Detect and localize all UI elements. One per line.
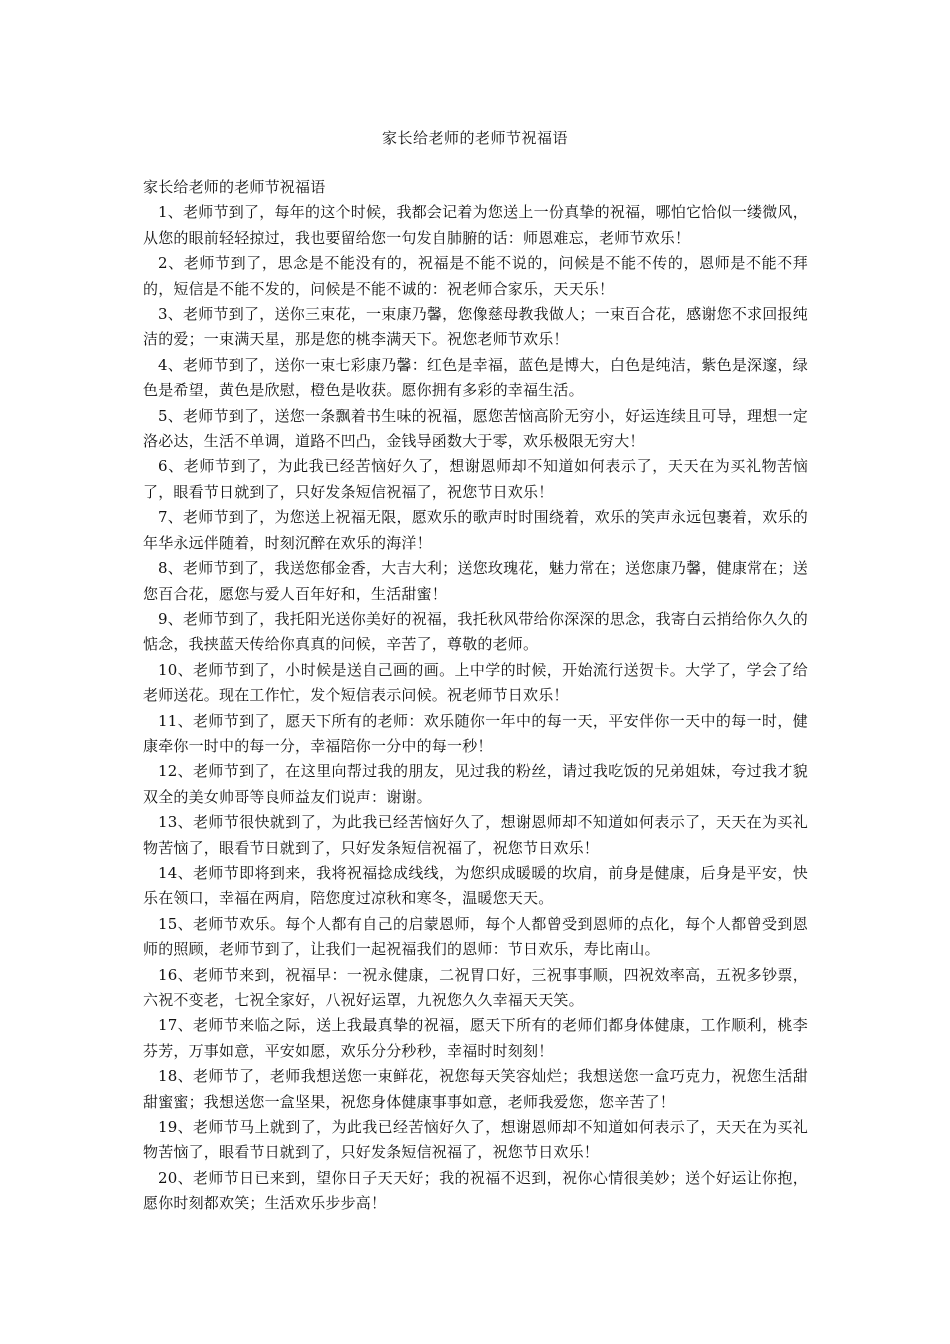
paragraph: 4、老师节到了，送你一束七彩康乃馨：红色是幸福，蓝色是博大，白色是纯洁，紫色是深邃，绿色是希望，黄色是欣慰，橙色是收获。愿你拥有多彩的幸福生活。 [143,355,808,400]
paragraph: 17、老师节来临之际，送上我最真挚的祝福，愿天下所有的老师们都身体健康，工作顺利，桃李芬芳，万事如意，平安如愿，欢乐分分秒秒，幸福时时刻刻！ [143,1016,808,1060]
paragraph: 16、老师节来到，祝福早：一祝永健康，二祝胃口好，三祝事事顺，四祝效率高，五祝多钞票，六祝不变老，七祝全家好，八祝好运罩，九祝您久久幸福天天笑。 [143,965,808,1009]
paragraph: 9、老师节到了，我托阳光送你美好的祝福，我托秋风带给你深深的思念，我寄白云捎给你久久的惦念，我挟蓝天传给你真真的问候，辛苦了，尊敬的老师。 [143,609,808,654]
paragraph: 19、老师节马上就到了，为此我已经苦恼好久了，想谢恩师却不知道如何表示了，天天在为买礼物苦恼了，眼看节日就到了，只好发条短信祝福了，祝您节日欢乐！ [143,1118,808,1162]
paragraph: 20、老师节日已来到，望你日子天天好；我的祝福不迟到，祝你心情很美妙；送个好运让你抱，愿你时刻都欢笑；生活欢乐步步高！ [143,1168,808,1213]
paragraph: 8、老师节到了，我送您郁金香，大吉大利；送您玫瑰花，魅力常在；送您康乃馨，健康常在；送您百合花，愿您与爱人百年好和，生活甜蜜！ [143,559,808,603]
paragraph: 7、老师节到了，为您送上祝福无限，愿欢乐的歌声时时围绕着，欢乐的笑声永远包裹着，欢乐的年华永远伴随着，时刻沉醉在欢乐的海洋！ [143,508,808,552]
paragraph: 3、老师节到了，送你三束花，一束康乃馨，您像慈母教我做人；一束百合花，感谢您不求回报纯洁的爱；一束满天星，那是您的桃李满天下。祝您老师节欢乐！ [143,305,808,349]
paragraph: 1、老师节到了，每年的这个时候，我都会记着为您送上一份真挚的祝福，哪怕它恰似一缕微风，从您的眼前轻轻掠过，我也要留给您一句发自肺腑的话：师恩难忘，老师节欢乐！ [143,203,808,247]
paragraph: 5、老师节到了，送您一条飘着书生味的祝福，愿您苦恼高阶无穷小，好运连续且可导，理想一定洛必达，生活不单调，道路不凹凸，金钱导函数大于零，欢乐极限无穷大！ [143,406,808,451]
paragraph: 6、老师节到了，为此我已经苦恼好久了，想谢恩师却不知道如何表示了，天天在为买礼物苦恼了，眼看节日就到了，只好发条短信祝福了，祝您节日欢乐！ [143,457,808,501]
paragraph: 2、老师节到了，思念是不能没有的，祝福是不能不说的，问候是不能不传的，恩师是不能不拜的，短信是不能不发的，问候是不能不诚的：祝老师合家乐，天天乐！ [143,254,808,298]
paragraph: 15、老师节欢乐。每个人都有自己的启蒙恩师，每个人都曾受到恩师的点化，每个人都曾受到恩师的照顾，老师节到了，让我们一起祝福我们的恩师：节日欢乐，寿比南山。 [143,914,808,959]
paragraph: 14、老师节即将到来，我将祝福捻成线线，为您织成暖暖的坎肩，前身是健康，后身是平安，快乐在领口，幸福在两肩，陪您度过凉秋和寒冬，温暖您天天。 [143,863,808,908]
document-body [143,175,808,1217]
paragraph: 10、老师节到了，小时候是送自己画的画。上中学的时候，开始流行送贺卡。大学了，学会了给老师送花。现在工作忙，发个短信表示问候。祝老师节日欢乐！ [143,660,808,705]
paragraph: 11、老师节到了，愿天下所有的老师：欢乐随你一年中的每一天，平安伴你一天中的每一时，健康牵你一时中的每一分，幸福陪你一分中的每一秒！ [143,711,808,755]
document-subtitle: 家长给老师的老师节祝福语 [143,178,326,196]
paragraph: 13、老师节很快就到了，为此我已经苦恼好久了，想谢恩师却不知道如何表示了，天天在为买礼物苦恼了，眼看节日就到了，只好发条短信祝福了，祝您节日欢乐！ [143,813,808,857]
document-title: 家长给老师的老师节祝福语 [381,129,568,147]
paragraph: 18、老师节了，老师我想送您一束鲜花，祝您每天笑容灿烂；我想送您一盒巧克力，祝您生活甜甜蜜蜜；我想送您一盒坚果，祝您身体健康事事如意，老师我爱您，您辛苦了！ [143,1067,808,1111]
paragraph: 12、老师节到了，在这里向帮过我的朋友，见过我的粉丝，请过我吃饭的兄弟姐妹，夸过我才貌双全的美女帅哥等良师益友们说声：谢谢。 [143,762,808,806]
